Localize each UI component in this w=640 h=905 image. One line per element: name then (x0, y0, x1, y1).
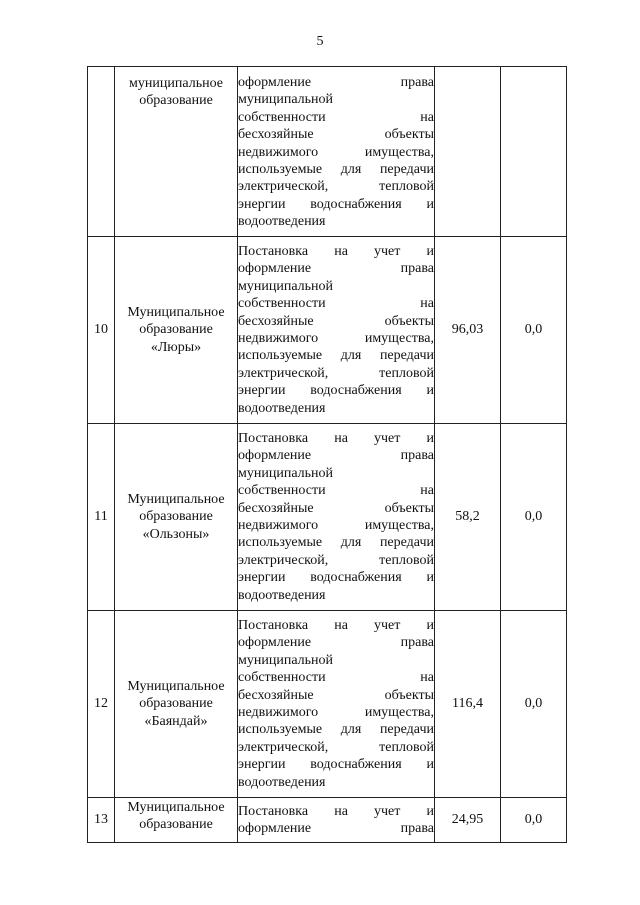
municipality-line: «Баяндай» (144, 713, 208, 729)
description-cell (238, 424, 435, 611)
municipality-line: Муниципальное (127, 491, 225, 507)
municipality-line: Муниципальное (127, 800, 225, 815)
description-line: собственности на (238, 109, 434, 125)
row-number-cell: 12 (88, 611, 115, 798)
amount-cell: 96,03 (435, 237, 501, 424)
description-line: энергии водоснабжения и (238, 383, 434, 399)
description-line: бесхозяйные объекты (238, 687, 434, 703)
row-number-cell: 13 (88, 798, 115, 843)
description-line: водоотведения (238, 214, 326, 230)
description-line: используемые для передачи (238, 162, 434, 178)
description-line: Постановка на учет и (238, 803, 434, 819)
description-line: недвижимого имущества, (238, 518, 434, 533)
description-line: используемые для передачи (238, 722, 434, 738)
description-cell (238, 611, 435, 798)
second-amount-cell (501, 67, 567, 237)
description-line: недвижимого имущества, (238, 705, 434, 720)
description-cell (238, 67, 435, 237)
description-line: энергии водоснабжения и (238, 570, 434, 586)
municipality-line: образование (139, 817, 213, 833)
description-line: оформление права (238, 75, 434, 90)
amount-cell: 58,2 (435, 424, 501, 611)
description-line: оформление права (238, 261, 434, 277)
description-line: водоотведения (238, 587, 326, 603)
municipality-line: Муниципальное (127, 678, 225, 694)
description-line: бесхозяйные объекты (238, 500, 434, 516)
description-line: электрической, тепловой (238, 179, 434, 195)
description-line: недвижимого имущества, (238, 144, 434, 160)
amount-cell: 116,4 (435, 611, 501, 798)
description-line: электрической, тепловой (238, 552, 434, 568)
description-line: бесхозяйные объекты (238, 313, 434, 329)
second-amount-cell: 0,0 (501, 611, 567, 798)
municipality-cell (115, 67, 238, 237)
municipality-cell (115, 424, 238, 611)
row-number-cell (88, 67, 115, 237)
amount-cell: 24,95 (435, 798, 501, 843)
municipality-line: муниципальное (129, 76, 223, 91)
row-number-cell: 10 (88, 237, 115, 424)
description-line: муниципальной (238, 92, 334, 108)
description-line: бесхозяйные объекты (238, 127, 434, 143)
page-number: 5 (316, 34, 324, 49)
funding-table (87, 66, 567, 843)
description-line: энергии водоснабжения и (238, 196, 434, 212)
table-row (88, 237, 567, 424)
description-line: электрической, тепловой (238, 739, 434, 755)
description-line: электрической, тепловой (238, 365, 434, 381)
description-line: Постановка на учет и (238, 243, 434, 259)
second-amount-cell: 0,0 (501, 798, 567, 843)
municipality-line: Муниципальное (127, 304, 225, 320)
municipality-line: «Люры» (150, 339, 202, 355)
description-line: муниципальной (238, 465, 334, 481)
municipality-line: образование (139, 509, 213, 525)
description-line: энергии водоснабжения и (238, 757, 434, 773)
municipality-line: образование (139, 93, 213, 109)
description-line: оформление права (238, 821, 434, 836)
description-line: оформление права (238, 448, 434, 464)
description-line: собственности на (238, 296, 434, 312)
description-line: используемые для передачи (238, 535, 434, 551)
description-line: водоотведения (238, 400, 326, 416)
description-line: водоотведения (238, 774, 326, 790)
second-amount-cell: 0,0 (501, 237, 567, 424)
municipality-cell (115, 798, 238, 843)
table-row (88, 67, 567, 237)
description-line: Постановка на учет и (238, 617, 434, 633)
description-line: муниципальной (238, 278, 334, 294)
row-number-cell: 11 (88, 424, 115, 611)
table-row (88, 424, 567, 611)
description-line: собственности на (238, 483, 434, 499)
municipality-line: «Ользоны» (142, 526, 210, 542)
description-line: недвижимого имущества, (238, 331, 434, 346)
municipality-line: образование (139, 322, 213, 338)
second-amount-cell: 0,0 (501, 424, 567, 611)
description-cell (238, 798, 435, 843)
table-row (88, 611, 567, 798)
table-body (88, 67, 567, 843)
amount-cell (435, 67, 501, 237)
description-cell (238, 237, 435, 424)
municipality-cell (115, 237, 238, 424)
description-line: муниципальной (238, 652, 334, 668)
table-row (88, 798, 567, 843)
description-line: Постановка на учет и (238, 430, 434, 446)
description-line: используемые для передачи (238, 348, 434, 364)
description-line: оформление права (238, 635, 434, 651)
description-line: собственности на (238, 670, 434, 686)
municipality-cell (115, 611, 238, 798)
municipality-line: образование (139, 696, 213, 712)
